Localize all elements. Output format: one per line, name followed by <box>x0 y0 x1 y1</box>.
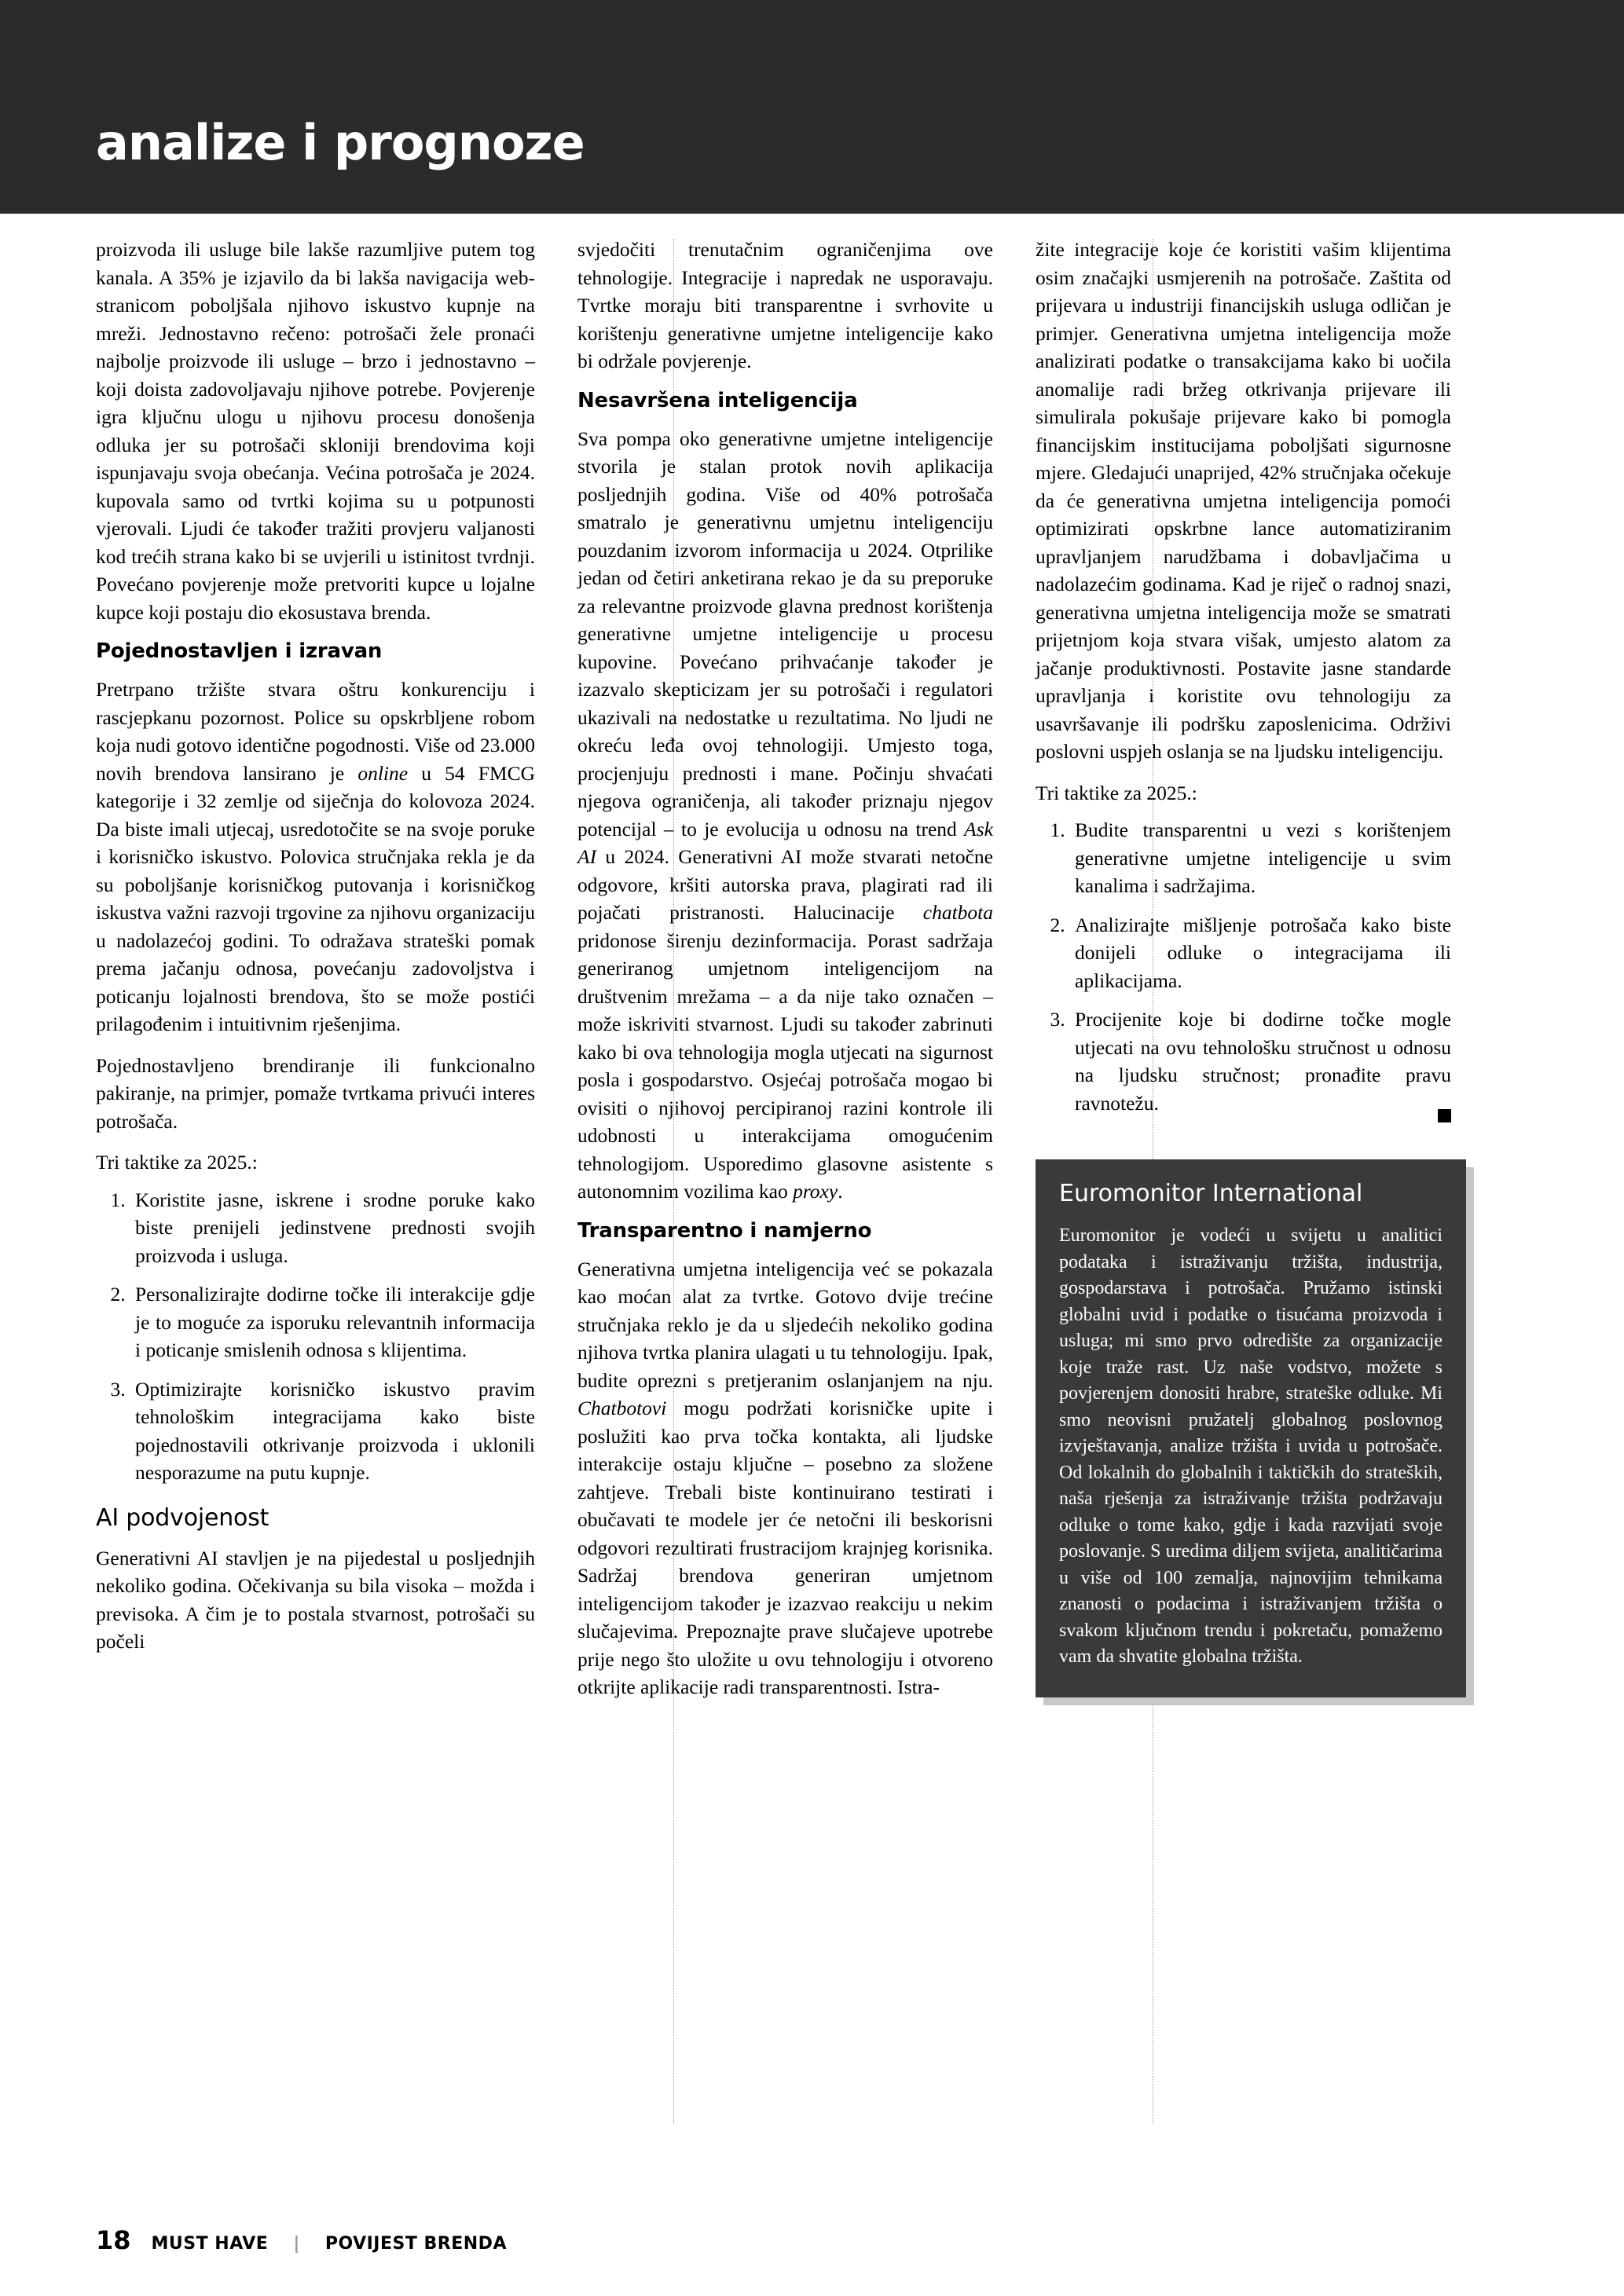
emphasis-online: online <box>357 761 409 785</box>
page-footer <box>96 2225 507 2255</box>
list-item-text: Procijenite koje bi dodirne točke mogle utjecati na ovu tehnološku stručnost u odnosu na ljudsku stručnost; pronađite pravu ravnotežu. <box>1075 1008 1451 1115</box>
tactics-list <box>1036 816 1451 1117</box>
infobox-euromonitor <box>1036 1159 1474 1697</box>
list-item: 3. Optimizirajte korisničko iskustvo pravim tehnološkim integracijama kako biste pojednostavili otkrivanje proizvoda i uklonili nesporazume na putu kupnje. <box>130 1375 535 1487</box>
emphasis-ask-ai: Ask AI <box>577 817 993 868</box>
article-column-3 <box>1012 236 1470 2144</box>
list-item: 2. Analizirajte mišljenje potrošača kako biste donijeli odluke o integracijama ili aplikacijama. <box>1070 911 1451 995</box>
paragraph <box>577 425 993 1206</box>
paragraph-part: Generativna umjetna inteligencija već se pokazala kao moćan alat za tvrtke. Gotovo dvije trećine stručnjaka reklo je da u sljedećih nekoliko godina njihova tvrtka planira ulagati u tu tehnologiju. Ipak, budite oprezni s pretjeranim oslanjanjem na nju. <box>577 1257 993 1392</box>
section-heading-pojednostavljen: Pojednostavljen i izravan <box>96 639 383 663</box>
paragraph: Generativni AI stavljen je na pijedestal u posljednjih nekoliko godina. Očekivanja su bila visoka – možda i previsoka. A čim je to postala stvarnost, potrošači su počeli <box>96 1546 535 1653</box>
article-column-1 <box>96 236 554 2144</box>
end-of-article-mark <box>1438 1109 1451 1122</box>
section-heading-ai-podvojenost: AI podvojenost <box>96 1503 269 1532</box>
tactics-label: Tri taktike za 2025.: <box>96 1151 258 1174</box>
article-columns <box>96 236 1534 2144</box>
list-item <box>1070 1005 1451 1117</box>
paragraph: proizvoda ili usluge bile lakše razumljive putem tog kanala. A 35% je izjavilo da bi lakša navigacija web-stranicom poboljšala njihovo iskustvo kupnje na mreži. Jednostavno rečeno: potrošači žele pronaći najbolje proizvode ili usluge – brzo i jednostavno – koji doista zadovoljavaju njihove potrebe. Povjerenje igra ključnu ulogu u njihovu procesu donošenja odluka jer su potrošači skloniji brendovima koji ispunjavaju svoja obećanja. Većina potrošača je 2024. kupovala samo od tvrtki kojima su u potpunosti vjerovali. Ljudi će također tražiti provjeru valjanosti kod trećih strana kako bi se uvjerili u istinitost tvrdnji. Povećano povjerenje može pretvoriti kupce u lojalne kupce koji postaju dio ekosustava brenda. <box>96 238 535 624</box>
page-header-band <box>0 0 1624 214</box>
infobox-panel <box>1036 1159 1466 1697</box>
list-item: 2. Personalizirajte dodirne točke ili interakcije gdje je to moguće za isporuku relevantnih informacija i poticanje smislenih odnosa s klijentima. <box>130 1280 535 1364</box>
paragraph-part: Sva pompa oko generativne umjetne inteligencije stvorila je stalan protok novih aplikacija posljednjih godina. Više od 40% potrošača smatralo je generativnu umjetnu inteligenciju pouzdanim izvorom informacija u 2024. Otprilike jedan od četiri anketirana rekao je da su preporuke za relevantne proizvode glavna prednost korištenja generativne umjetne inteligencije u procesu kupovine. Povećano prihvaćanje također je izazvalo skepticizam jer su potrošači i regulatori ukazivali na nedostatke u rezultatima. No ljudi ne okreću leđa ovoj tehnologiji. Umjesto toga, procjenjuju prednosti i mane. Počinju shvaćati njegova ograničenja, ali također priznaju njegov potencijal – to je evolucija u odnosu na trend <box>577 427 993 840</box>
footer-separator: | <box>293 2234 300 2254</box>
paragraph <box>96 676 535 1038</box>
tactics-list <box>96 1186 535 1487</box>
paragraph-part: . <box>838 1180 843 1203</box>
list-item: 1. Koristite jasne, iskrene i srodne poruke kako biste prenijeli jedinstvene prednosti svojih proizvoda i usluga. <box>130 1186 535 1270</box>
article-column-2 <box>554 236 1012 2144</box>
footer-section: MUST HAVE <box>151 2234 269 2254</box>
section-heading-nesavrsena: Nesavršena inteligencija <box>577 388 858 412</box>
emphasis-chatbota: chatbota <box>922 901 993 924</box>
infobox-body: Euromonitor je vodeći u svijetu u analitici podataka i istraživanju tržišta, industrija, gospodarstava i potrošača. Pružamo istinski globalni uvid i podatke o tisućama proizvoda i usluga; mi smo prvo odredište za organizacije koje traže rast. Uz naše vodstvo, možete s povjerenjem donositi hrabre, strateške odluke. Mi smo neovisni pružatelj globalnog poslovnog izvještavanja, analize tržišta i uvida u potrošače. Od lokalnih do globalnih i taktičkih do strateških, naša rješenja za istraživanje tržišta podržavaju odluke o tome kako, gdje i kada razvijati svoje poslovanje. S uredima diljem svijeta, analitičarima u više od 100 zemalja, najnovijim tehnikama znanosti o podacima i istraživanjem tržišta o svakom ključnom trendu i pokretaču, pomažemo vam da shvatite globalna tržišta. <box>1059 1225 1443 1667</box>
paragraph-part: u 54 FMCG kategorije i 32 zemlje od siječnja do kolovoza 2024. Da biste imali utjecaj, usredotočite se na svoje poruke i korisničko iskustvo. Polovica stručnjaka rekla je da su poboljšanje korisničkog putovanja i korisničkog iskustva važni razvoji trgovine za njihovu organizaciju u nadolazećoj godini. To odražava strateški pomak prema jačanju odnosa, povećanju zadovoljstva i poticanju lojalnosti brendova, što se može postići prilagođenim i intuitivnim rješenjima. <box>96 761 535 1035</box>
footer-page-number: 18 <box>96 2225 131 2255</box>
footer-subsection: POVIJEST BRENDA <box>324 2234 507 2254</box>
emphasis-chatbotovi: Chatbotovi <box>577 1397 667 1419</box>
paragraph: žite integracije koje će koristiti vašim klijentima osim značajki usmjerenih na potrošače. Zaštita od prijevara u industriji financijskih usluga odličan je primjer. Generativna umjetna inteligencija može analizirati podatke o transakcijama kako bi uočila anomalije radi bržeg otkrivanja prijevare ili simulirala pokušaje prijevare kako bi pomogla financijskim institucijama poboljšati sigurnosne mjere. Gledajući unaprijed, 42% stručnjaka očekuje da će generativna umjetna inteligencija pomoći optimizirati opskrbne lance automatiziranim upravljanjem narudžbama i dobavljačima u nadolazećim godinama. Kad je riječ o radnoj snazi, generativna umjetna inteligencija može se smatrati prijetnjom koja stvara višak, umjesto alatom za jačanje produktivnosti. Postavite jasne standarde upravljanja i koristite ovu tehnologiju za usavršavanje ili podršku zaposlenicima. Održivi poslovni uspjeh oslanja se na ljudsku inteligenciju. <box>1036 238 1451 763</box>
paragraph-part: u 2024. Generativni AI može stvarati netočne odgovore, kršiti autorska prava, plagirati rad ili pojačati pristranosti. Halucinacije <box>577 845 993 924</box>
paragraph <box>577 1255 993 1701</box>
paragraph-part: Pretrpano tržište stvara oštru konkurenciju i rascjepkanu pozornost. Police su opskrbljene robom koja nudi gotovo identične pogodnosti. Više od 23.000 novih brendova lansirano je <box>96 678 535 785</box>
infobox-title: Euromonitor International <box>1059 1180 1363 1207</box>
paragraph-part: mogu podržati korisničke upite i poslužiti kao prva točka kontakta, ali ljudske interakcije ostaju ključne – posebno za složene zahtjeve. Trebali biste kontinuirano testirati i obučavati te modele jer će netočni ili beskorisni odgovori rezultirati frustracijom krajnjeg korisnika. Sadržaj brendova generiran umjetnom inteligencijom također je izazvao reakciju u nekim slučajevima. Prepoznajte prave slučajeve upotrebe prije nego što uložite u ovu tehnologiju i otvoreno otkrijte aplikacije radi transparentnosti. Istra- <box>577 1397 993 1698</box>
paragraph: Pojednostavljeno brendiranje ili funkcionalno pakiranje, na primjer, pomaže tvrtkama privući interes potrošača. <box>96 1053 535 1133</box>
emphasis-proxy: proxy <box>793 1180 838 1203</box>
tactics-label: Tri taktike za 2025.: <box>1036 781 1197 804</box>
paragraph: svjedočiti trenutačnim ograničenjima ove tehnologije. Integracije i napredak ne usporavaju. Tvrtke moraju biti transparentne i svrhovite u korištenju generativne umjetne inteligencije kako bi održale povjerenje. <box>577 238 993 372</box>
page-title: analize i prognoze <box>96 114 585 171</box>
section-heading-transparentno: Transparentno i namjerno <box>577 1218 872 1243</box>
paragraph-part: pridonose širenju dezinformacija. Porast sadržaja generiranog umjetnom inteligencijom na društvenim mrežama – a da nije tako označen – može iskriviti stvarnost. Ljudi su također zabrinuti kako bi ova tehnologija mogla utjecati na sigurnost posla i gospodarstvo. Osjećaj potrošača mogao bi ovisiti o njihovoj percipiranoj razini kontrole ili udobnosti u interakcijama omogućenim tehnologijom. Usporedimo glasovne asistente s autonomnim vozilima kao <box>577 928 993 1203</box>
page-body <box>0 214 1624 2296</box>
list-item: 1. Budite transparentni u vezi s korištenjem generativne umjetne inteligencije u svim kanalima i sadržajima. <box>1070 816 1451 900</box>
